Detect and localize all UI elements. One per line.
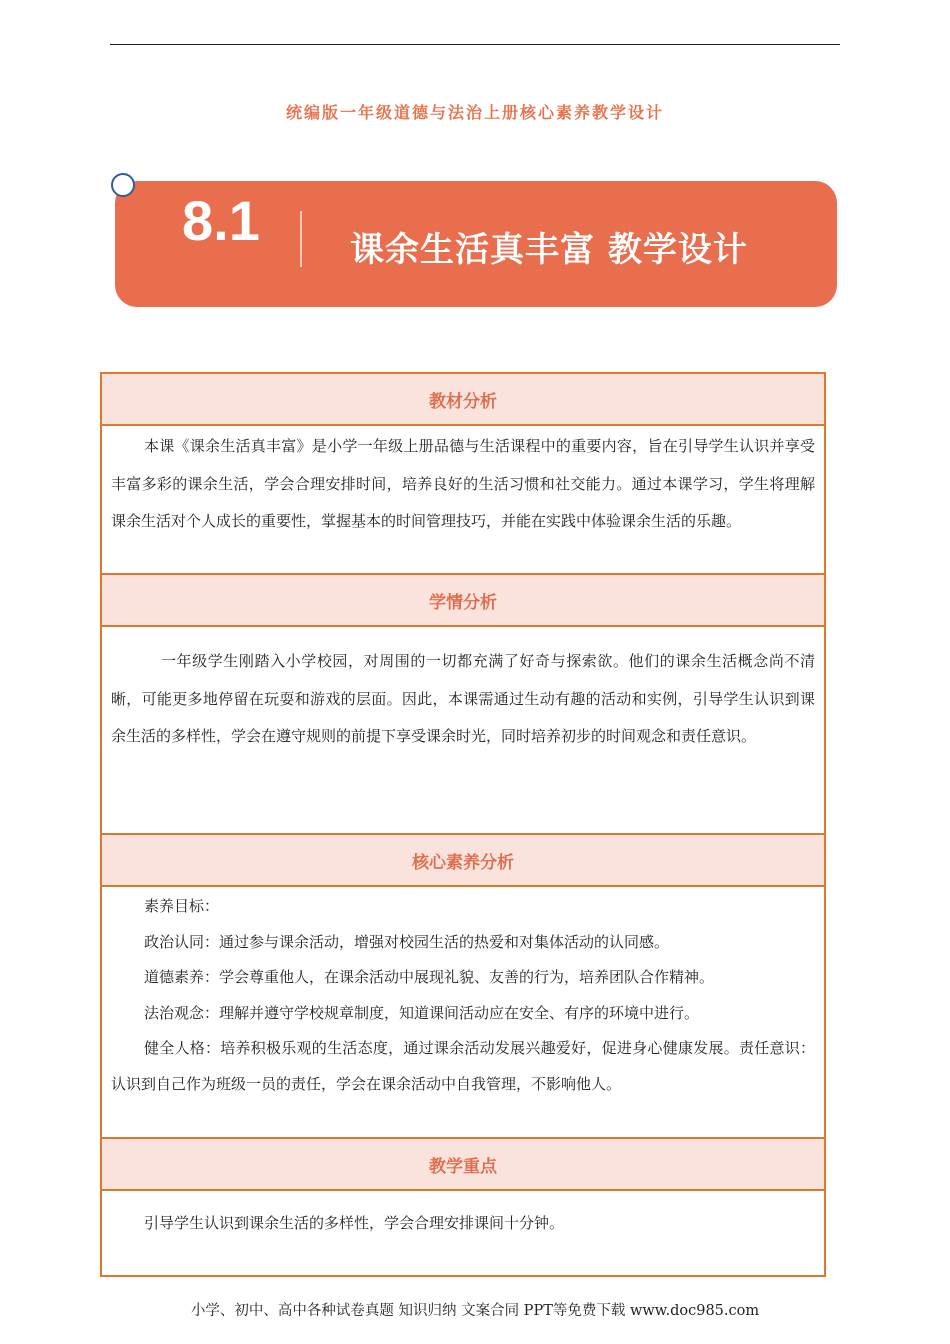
section-body-key-points xyxy=(102,1191,824,1275)
section-heading-textbook: 教材分析 xyxy=(102,374,824,426)
paragraph: 道德素养：学会尊重他人，在课余活动中展现礼貌、友善的行为，培养团队合作精神。 xyxy=(144,968,715,986)
banner-dot-icon xyxy=(111,173,135,197)
section-body-core-literacy xyxy=(102,887,824,1139)
paragraph: 引导学生认识到课余生活的多样性，学会合理安排课间十分钟。 xyxy=(144,1214,565,1232)
section-body-textbook xyxy=(102,426,824,575)
paragraph: 本课《课余生活真丰富》是小学一年级上册品德与生活课程中的重要内容，旨在引导学生认识并享受丰富多彩的课余生活，学会合理安排时间，培养良好的生活习惯和社交能力。通过本课学习，学生将理解课余生活对个人成长的重要性，掌握基本的时间管理技巧，并能在实践中体验课余生活的乐趣。 xyxy=(111,437,815,530)
lesson-number: 8.1 xyxy=(182,189,260,252)
section-heading-students: 学情分析 xyxy=(102,575,824,627)
lesson-title: 课余生活真丰富 教学设计 xyxy=(350,230,748,270)
section-body-students xyxy=(102,627,824,835)
footer-text: 小学、初中、高中各种试卷真题 知识归纳 文案合同 PPT等免费下载 www.doc985.com xyxy=(190,1303,760,1319)
banner-divider xyxy=(300,211,302,267)
paragraph: 法治观念：理解并遵守学校规章制度，知道课间活动应在安全、有序的环境中进行。 xyxy=(144,1003,700,1022)
top-rule xyxy=(110,44,840,45)
paragraph: 健全人格：培养积极乐观的生活态度，通过课余活动发展兴趣爱好，促进身心健康发展。责任意识：认识到自己作为班级一员的责任，学会在课余活动中自我管理，不影响他人。 xyxy=(111,1039,815,1093)
paragraph: 素养目标： xyxy=(144,897,220,915)
section-heading-key-points: 教学重点 xyxy=(102,1139,824,1191)
lesson-table xyxy=(100,372,826,1277)
paragraph: 政治认同：通过参与课余活动，增强对校园生活的热爱和对集体活动的认同感。 xyxy=(144,932,670,951)
section-heading-core-literacy: 核心素养分析 xyxy=(102,835,824,887)
paragraph: 一年级学生刚踏入小学校园，对周围的一切都充满了好奇与探索欲。他们的课余生活概念尚不清晰，可能更多地停留在玩耍和游戏的层面。因此，本课需通过生动有趣的活动和实例，引导学生认识到课余生活的多样性，学会在遵守规则的前提下享受课余时光，同时培养初步的时间观念和责任意识。 xyxy=(111,652,815,745)
document-header: 统编版一年级道德与法治上册核心素养教学设计 xyxy=(285,103,664,122)
